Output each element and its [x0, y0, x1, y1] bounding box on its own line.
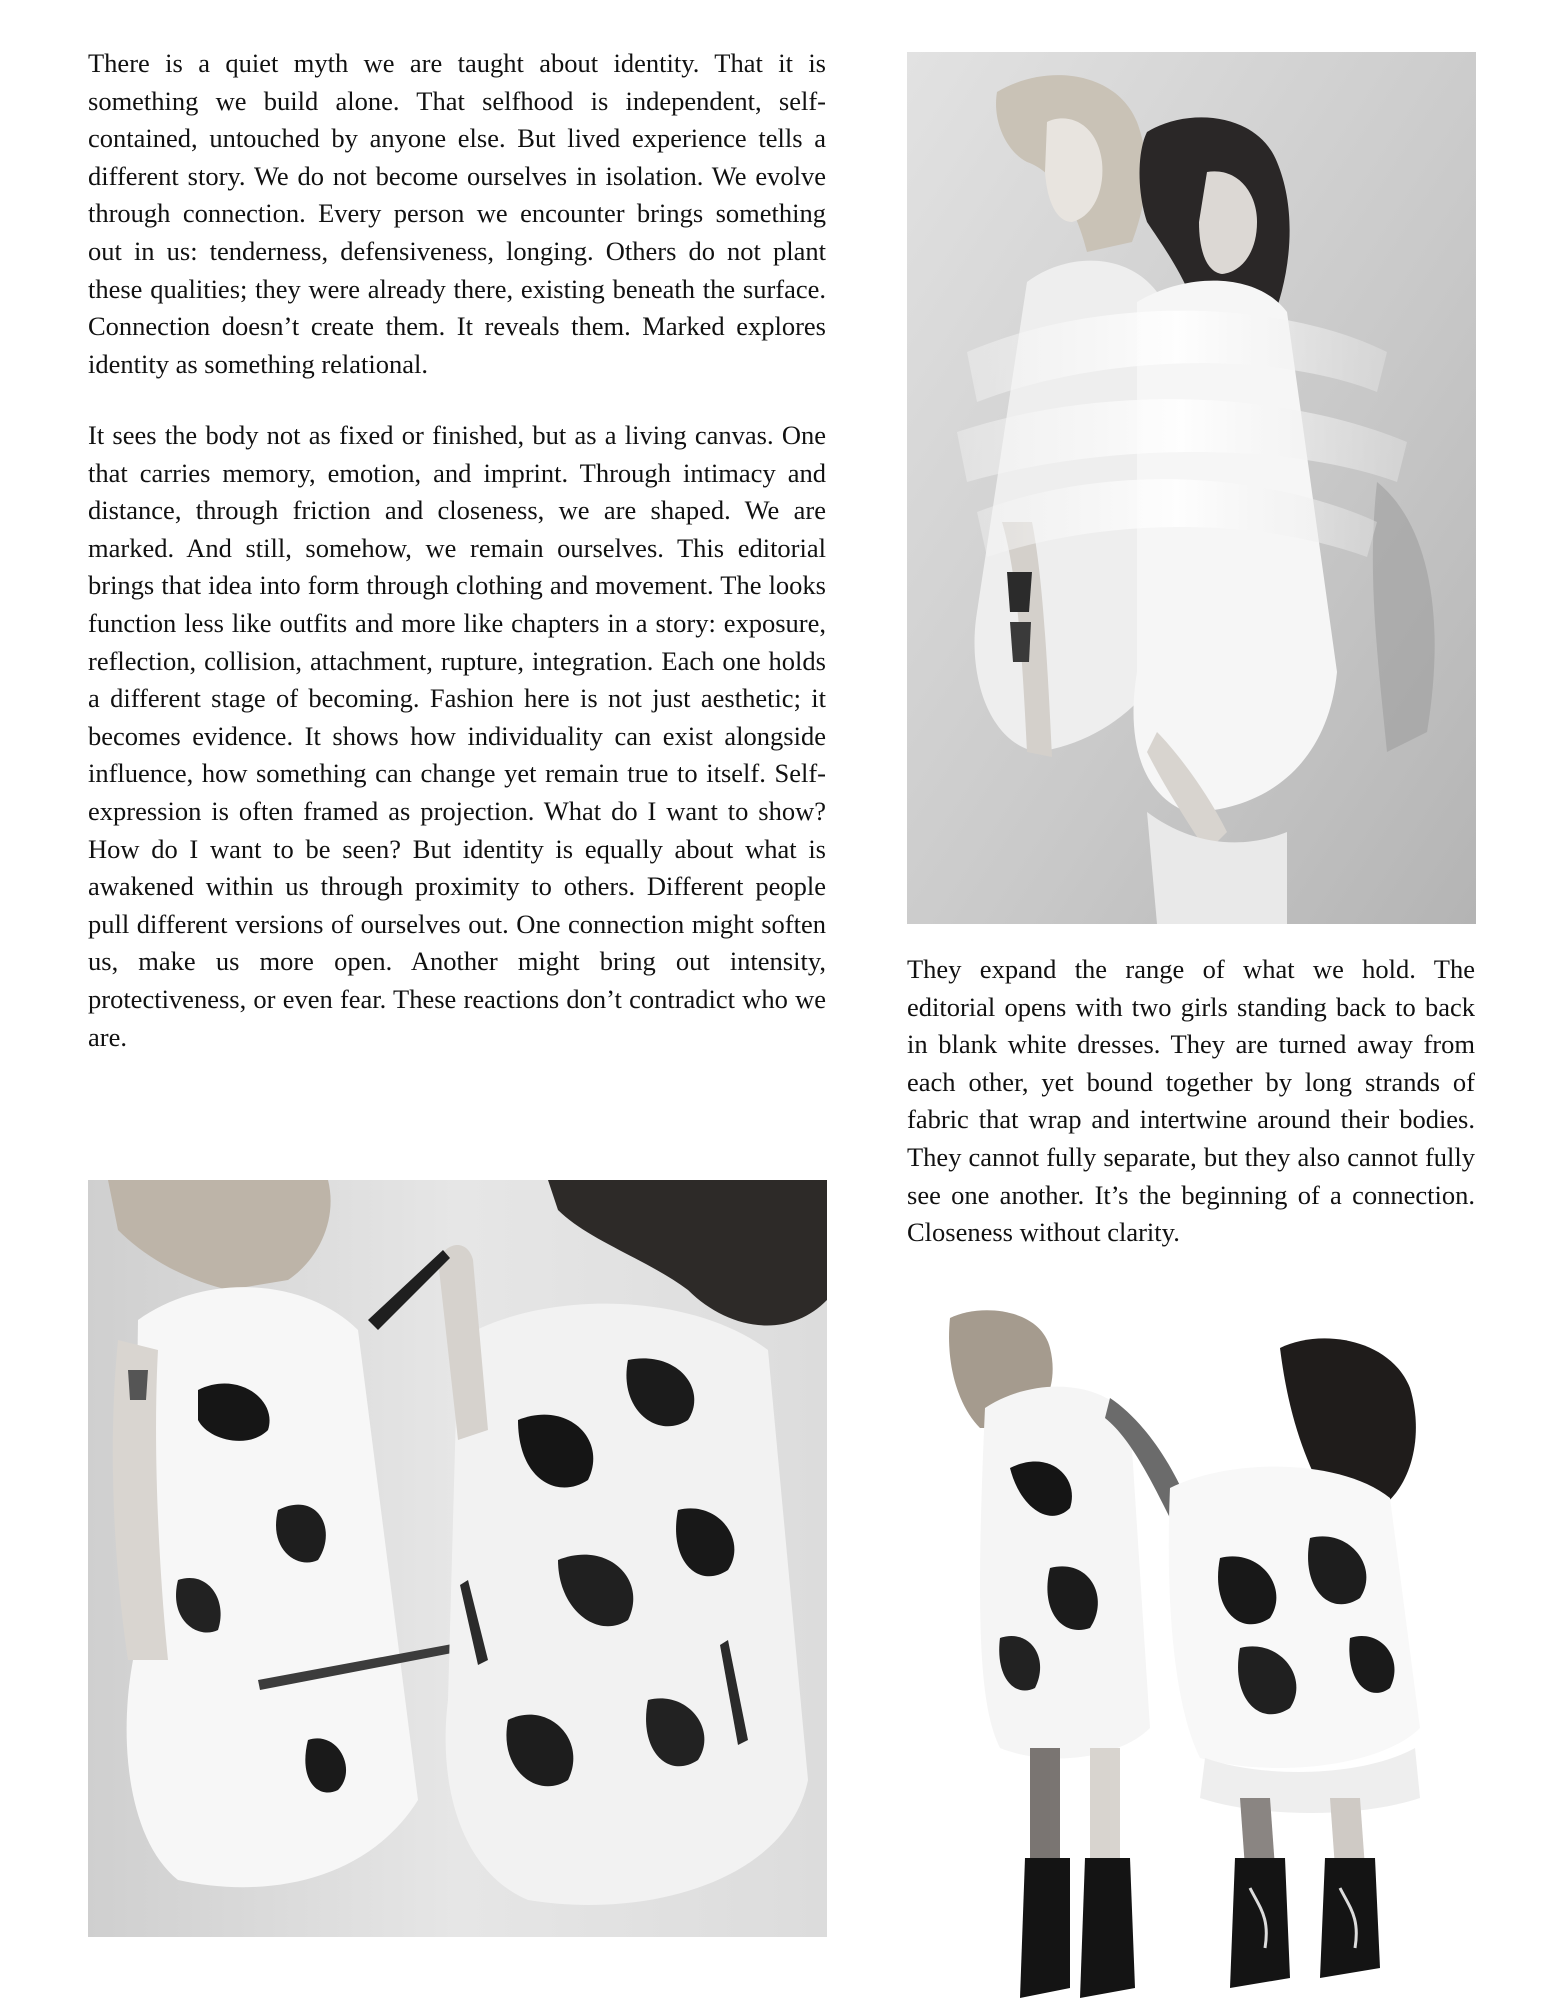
- photo-illustration: [907, 52, 1476, 924]
- article-paragraph-1: There is a quiet myth we are taught about identity. That it is something we build alone. That selfhood is independent, self-contained, untouched by anyone else. But lived experience tells a different story. We do not become ourselves in isolation. We evolve through connection. Every person we encounter brings something out in us: tenderness, defensiveness, longing. Others do not plant these qualities; they were already there, existing beneath the surface. Connection doesn’t create them. It reveals them. Marked explores identity as something relational.: [88, 48, 826, 379]
- photo-illustration: [940, 1308, 1440, 1998]
- photo-illustration: [88, 1180, 827, 1937]
- editorial-photo-cowboy-boots: [940, 1308, 1440, 1998]
- article-paragraph-2: It sees the body not as fixed or finished, but as a living canvas. One that carries memory, emotion, and imprint. Through intimacy and distance, through friction and closeness, we are shaped. We are marked. And still, somehow, we remain ourselves. This editorial brings that idea into form through clothing and movement. The looks function less like outfits and more like chapters in a story: exposure, reflection, collision, attachment, rupture, integration. Each one holds a different stage of becoming. Fashion here is not just aesthetic; it becomes evidence. It shows how individuality can exist alongside influence, how something can change yet remain true to itself. Self-expression is often framed as projection. What do I want to show? How do I want to be seen? But identity is equally about what is awakened within us through proximity to others. Different people pull different versions of ourselves out. One connection might soften us, make us more open. Another might bring out intensity, protectiveness, or even fear. These reactions don’t contradict who we are.: [88, 420, 826, 1052]
- article-paragraph-3: They expand the range of what we hold. The editorial opens with two girls standing back to back in blank white dresses. They are turned away from each other, yet bound together by long strands of fabric that wrap and intertwine around their bodies. They cannot fully separate, but they also cannot fully see one another. It’s the beginning of a connection. Closeness without clarity.: [907, 954, 1475, 1248]
- editorial-photo-bound-fabric: [907, 52, 1476, 924]
- editorial-photo-painting: [88, 1180, 827, 1937]
